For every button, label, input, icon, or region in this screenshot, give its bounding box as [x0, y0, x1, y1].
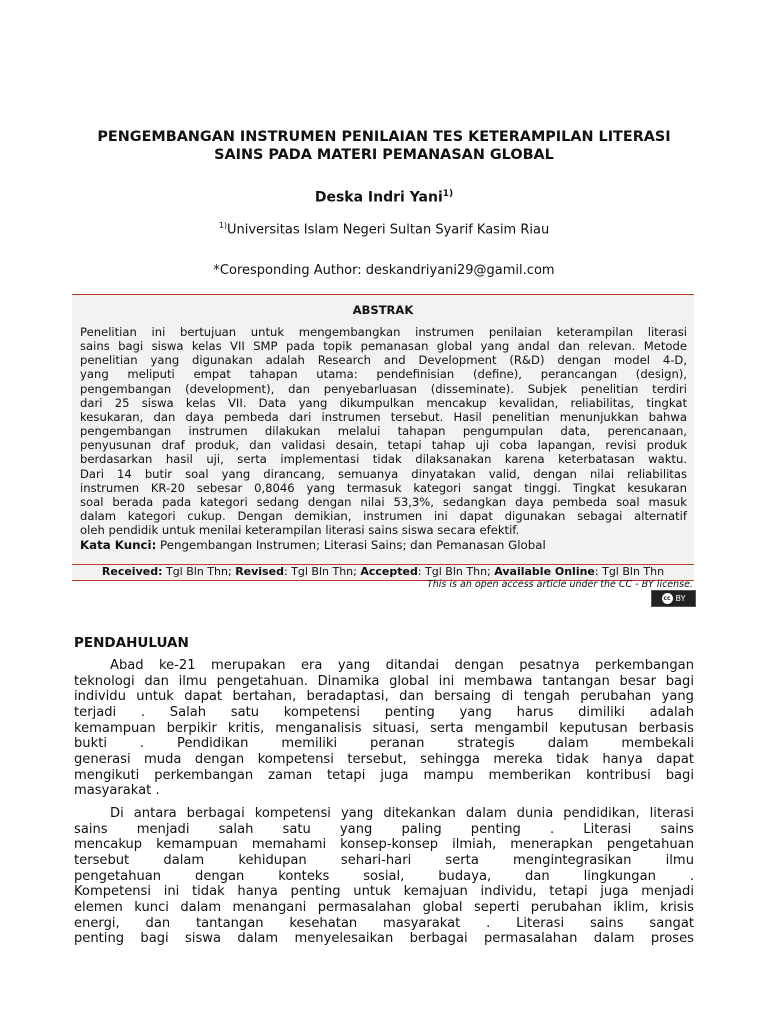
- revised-value: : Tgl Bln Thn;: [283, 565, 357, 578]
- title-line-1: PENGEMBANGAN INSTRUMEN PENILAIAN TES KETERAMPILAN LITERASI: [97, 129, 671, 145]
- keywords: [80, 538, 687, 552]
- paragraph-line: mengikuti perkembangan zaman tetapi juga mampu memberikan kontribusi bagi: [74, 767, 694, 783]
- author: [74, 185, 694, 207]
- cc-icon: cc: [663, 595, 671, 602]
- by-label: BY: [675, 594, 686, 603]
- abstract-line: penyusunan draf produk, dan validasi desain, tetapi tahap uji coba lapangan, revisi produk: [80, 438, 687, 453]
- abstract-line: yang meliputi empat tahapan utama: pendefinisian (define), perancangan (design),: [80, 367, 687, 382]
- keywords-label: Kata Kunci:: [80, 538, 157, 552]
- cc-by-license-icon[interactable]: [651, 590, 696, 607]
- paragraph-line: sains menjadi salah satu yang paling penting . Literasi sains: [74, 821, 694, 837]
- accepted-label: Accepted: [360, 565, 418, 578]
- paragraph-line: generasi muda dengan kompetensi tersebut, sehingga mereka tidak hanya dapat: [74, 751, 694, 767]
- title-line-2: SAINS PADA MATERI PEMANASAN GLOBAL: [214, 147, 554, 163]
- paragraph-line: Kompetensi ini tidak hanya penting untuk kemajuan individu, tetapi juga menjadi: [74, 884, 694, 900]
- keywords-text: Pengembangan Instrumen; Literasi Sains; dan Pemanasan Global: [160, 538, 546, 552]
- affiliation: [74, 217, 694, 238]
- abstract-line: pengembangan (development), dan penyebarluasan (disseminate). Subjek penelitian terdiri: [80, 381, 687, 396]
- author-sup: 1): [442, 189, 454, 199]
- abstract-line: oleh pendidik untuk menilai keterampilan literasi sains siswa secara efektif.: [80, 523, 520, 538]
- abstract-text: [80, 325, 687, 537]
- online-value: : Tgl Bln Thn: [594, 565, 665, 578]
- license-note: This is an open access article under the CC - BY license.: [426, 579, 693, 590]
- abstract-line: instrumen KR-20 sebesar 0,8046 yang termasuk kategori sangat tinggi. Tingkat kesukaran: [80, 480, 687, 495]
- section-heading: PENDAHULUAN: [74, 635, 189, 651]
- paragraph-line: tersebut dalam kehidupan sehari-hari serta mengintegrasikan ilmu: [74, 852, 694, 868]
- corresponding-author: *Coresponding Author: deskandriyani29@gamil.com: [213, 263, 555, 278]
- abstract-line: dalam kategori cukup. Dengan demikian, instrumen ini dapat digunakan sebagai alternatif: [80, 509, 687, 524]
- paragraph-line: energi, dan tantangan kesehatan masyarakat . Literasi sains sangat: [74, 915, 694, 931]
- paper-title: [74, 128, 694, 164]
- abstract-line: penelitian yang digunakan adalah Research and Development (R&D) dengan model 4-D,: [80, 353, 687, 368]
- paragraph-1: [74, 658, 694, 799]
- abstract-heading: ABSTRAK: [352, 303, 414, 317]
- paragraph-line: teknologi dan ilmu pengetahuan. Dinamika global ini membawa tantangan besar bagi: [74, 673, 694, 689]
- paragraph-line: kemampuan berpikir kritis, menganalisis situasi, serta mengambil keputusan berbasis: [74, 720, 694, 736]
- abstract-line: Penelitian ini bertujuan untuk mengembangkan instrumen penilaian keterampilan literasi: [80, 325, 687, 339]
- abstract-line: sains bagi siswa kelas VII SMP pada topik pemanasan global yang andal dan relevan. Metode: [80, 339, 687, 354]
- abstract-line: kesukaran, dan daya pembeda dari instrumen tersebut. Hasil penelitian menunjukkan bahwa: [80, 409, 687, 424]
- paragraph-line: Di antara berbagai kompetensi yang ditekankan dalam dunia pendidikan, literasi: [110, 806, 694, 821]
- paragraph-line: penting bagi siswa dalam menyelesaikan berbagai permasalahan dalam proses: [74, 931, 694, 947]
- abstract-line: soal berada pada kategori sedang dengan nilai 53,3%, sedangkan daya pembeda soal masuk: [80, 494, 687, 509]
- paragraph-line: terjadi . Salah satu kompetensi penting yang harus dimiliki adalah: [74, 704, 694, 720]
- revised-label: Revised: [235, 565, 284, 578]
- abstract-line: pengembangan instrumen dilakukan melalui tahapan pengumpulan data, perencanaan,: [80, 424, 687, 439]
- received-value: Tgl Bln Thn;: [165, 565, 232, 578]
- paragraph-line: masyarakat .: [74, 783, 160, 799]
- affiliation-text: Universitas Islam Negeri Sultan Syarif Kasim Riau: [227, 222, 550, 238]
- affiliation-sup: 1): [218, 221, 227, 230]
- abstract-box: [72, 294, 694, 564]
- accepted-value: : Tgl Bln Thn;: [417, 565, 491, 578]
- received-label: Received:: [101, 565, 163, 578]
- abstract-line: berdasarkan hasil uji, serta implementasi tidak dilaksanakan karena keterbatasan waktu.: [80, 452, 687, 467]
- paragraph-line: pengetahuan dengan konteks sosial, budaya, dan lingkungan .: [74, 868, 694, 884]
- paragraph-line: mencakup kemampuan memahami konsep-konsep ilmiah, menerapkan pengetahuan: [74, 837, 694, 853]
- abstract-line: dari 25 siswa kelas VII. Data yang dikumpulkan mencakup kevalidan, reliabilitas, tingkat: [80, 395, 687, 410]
- abstract-line: Dari 14 butir soal yang dirancang, semuanya dinyatakan valid, dengan nilai reliabilitas: [80, 466, 687, 481]
- paragraph-line: bukti . Pendidikan memiliki peranan strategis dalam membekali: [74, 736, 694, 752]
- author-name: Deska Indri Yani: [314, 189, 443, 206]
- paragraph-2: [74, 806, 694, 947]
- paragraph-line: Abad ke-21 merupakan era yang ditandai dengan pesatnya perkembangan: [110, 658, 694, 673]
- paragraph-line: elemen kunci dalam menangani permasalahan global seperti perubahan iklim, krisis: [74, 899, 694, 915]
- online-label: Available Online: [494, 565, 595, 578]
- paragraph-line: individu untuk dapat bertahan, beradaptasi, dan bersaing di tengah perubahan yang: [74, 689, 694, 705]
